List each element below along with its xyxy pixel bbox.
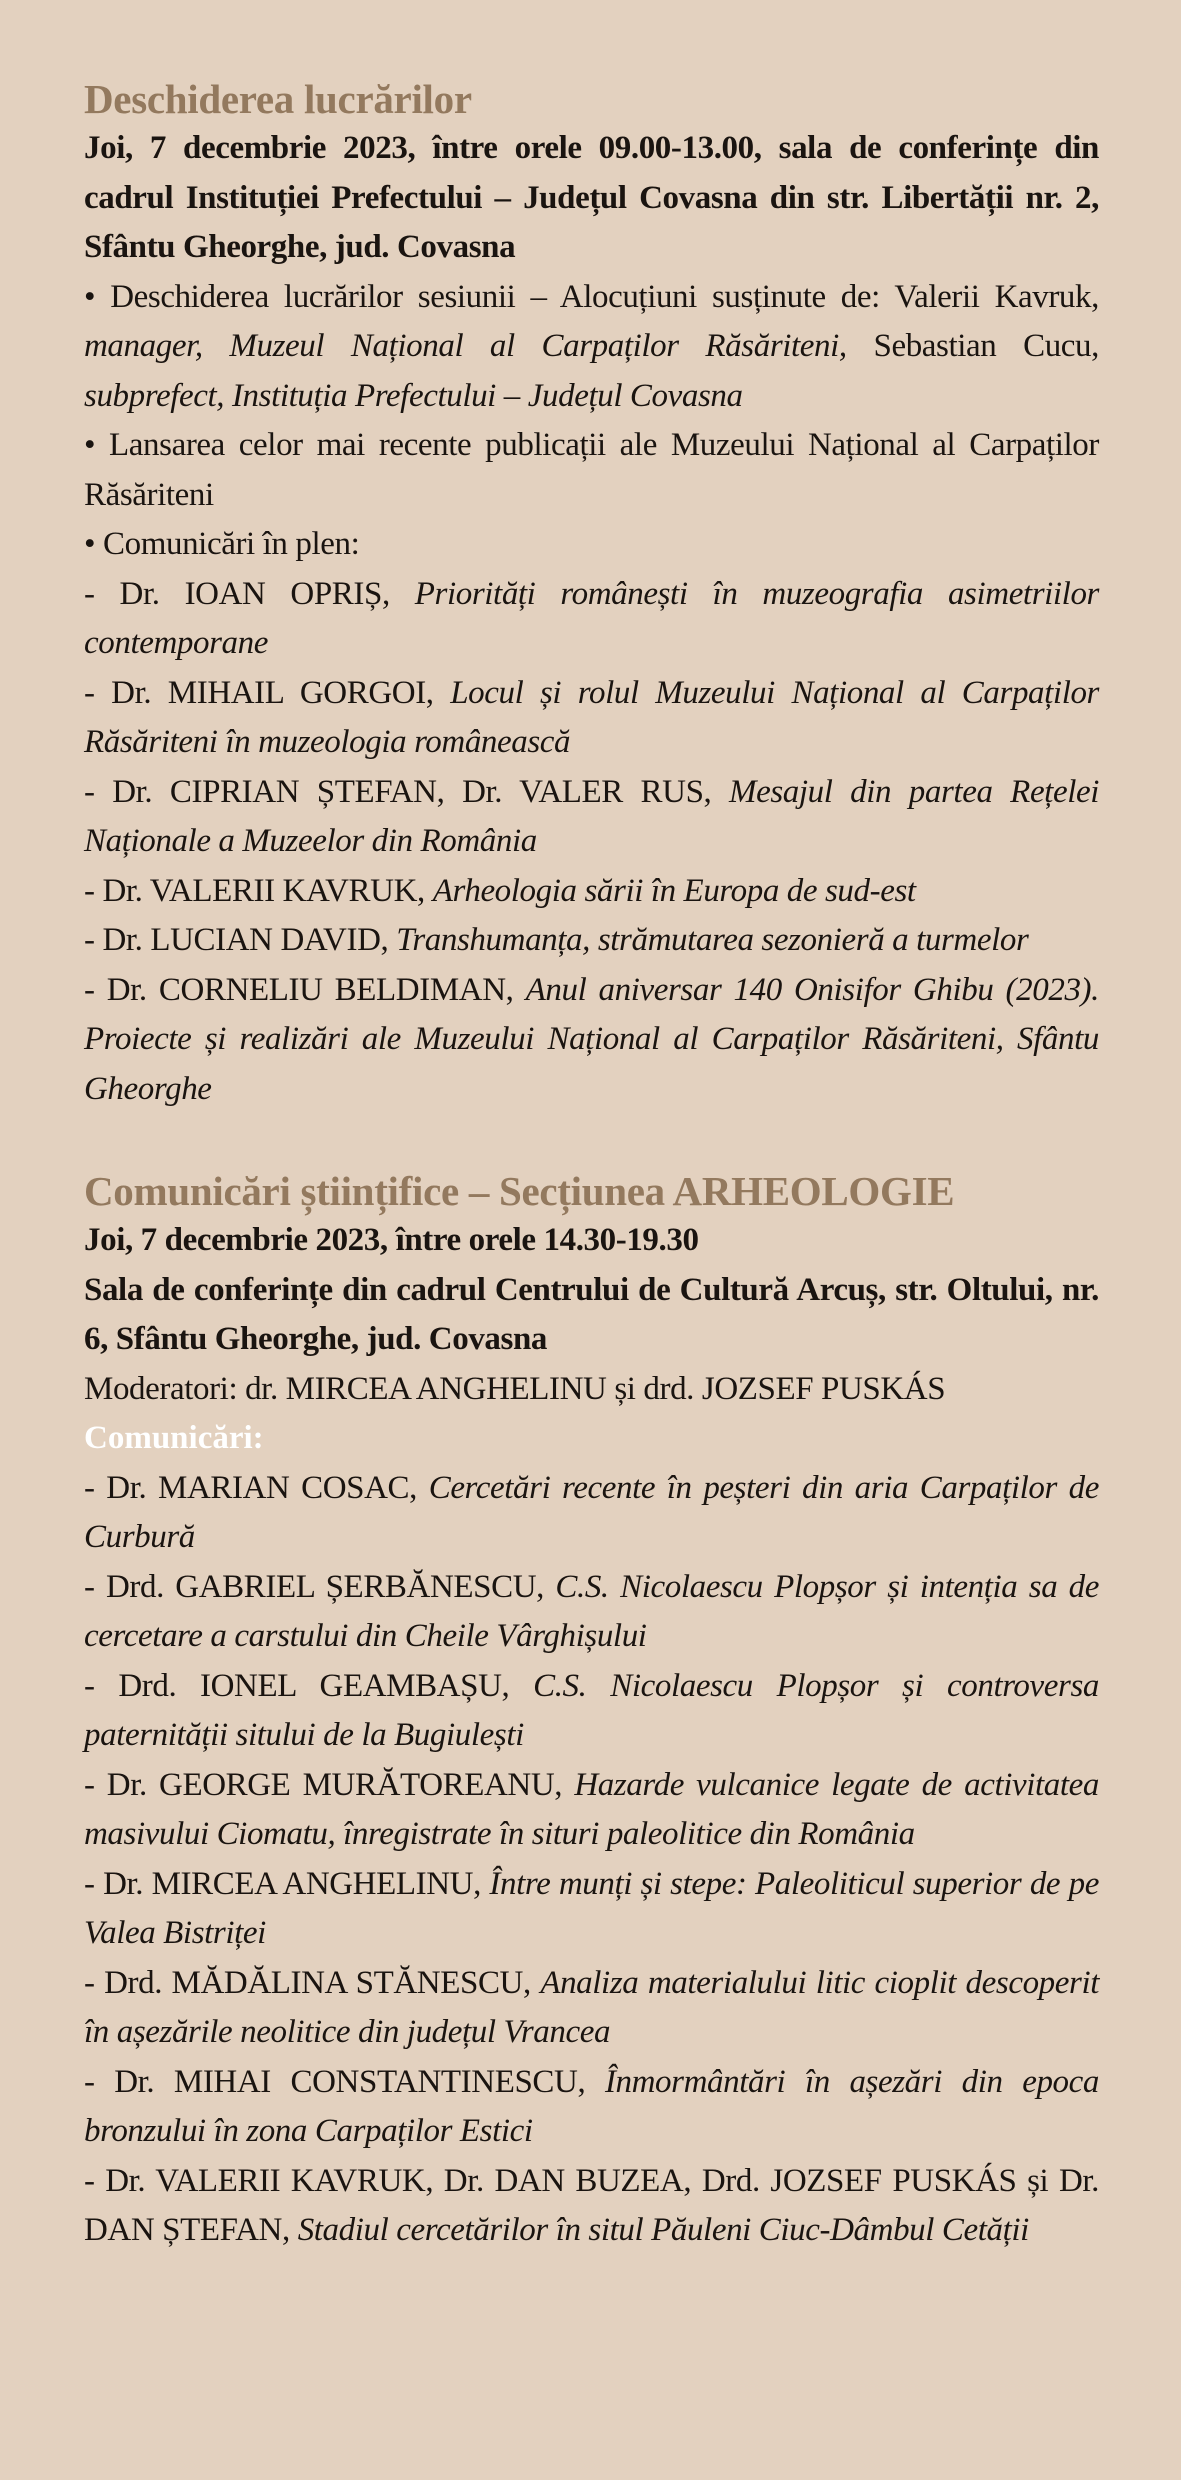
talk-item [84, 1464, 1099, 1563]
section-opening [84, 74, 1099, 1114]
talk-authors: - Dr. GEORGE MURĂTOREANU, [84, 1766, 575, 1803]
bullet-text: • Deschiderea lucrărilor sesiunii – Alocuțiuni susținute de: Valerii Kavruk, [84, 278, 1099, 315]
bullet-item [84, 273, 1099, 422]
talk-title: Mesajul din partea Rețelei Naționale a Muzeelor din România [84, 773, 1099, 859]
talk-title: Analiza materialului litic cioplit descoperit în așezările neolitice din județul Vrancea [84, 1964, 1099, 2050]
talk-authors: - Dr. VALERII KAVRUK, Dr. DAN BUZEA, Drd. JOZSEF PUSKÁS și Dr. DAN ȘTEFAN, [84, 2162, 1099, 2248]
talk-title: Arheologia sării în Europa de sud-est [432, 872, 916, 909]
talk-title: Hazarde vulcanice legate de activitatea masivului Ciomatu, înregistrate în situri paleolitice din România [84, 1766, 1099, 1852]
talk-title: C.S. Nicolaescu Plopșor și controversa paternității sitului de la Bugiulești [84, 1667, 1100, 1753]
talk-authors: - Dr. LUCIAN DAVID, [84, 922, 397, 958]
talk-list [84, 1464, 1099, 2256]
session-date: Joi, 7 decembrie 2023, între orele 14.30-19.30 [84, 1222, 699, 1258]
talk-item [84, 867, 1099, 917]
talk-title: Cercetări recente în peșteri din aria Carpaților de Curbură [84, 1469, 1100, 1555]
talk-item [84, 1860, 1099, 1959]
talk-item [84, 916, 1099, 966]
bullet-item: • Lansarea celor mai recente publicații ale Muzeului Național al Carpaților Răsăriteni [84, 427, 1099, 513]
talk-title: Între munți și stepe: Paleoliticul superior de pe Valea Bistriței [84, 1865, 1099, 1951]
talk-item [84, 1662, 1099, 1761]
talk-item [84, 570, 1099, 669]
talk-title: C.S. Nicolaescu Plopșor și intenția sa de cercetare a carstului din Cheile Vârghișului [84, 1568, 1100, 1654]
talk-authors: - Drd. GABRIEL ȘERBĂNESCU, [84, 1568, 556, 1605]
talk-authors: - Dr. MIHAIL GORGOI, [84, 674, 451, 711]
talk-item [84, 768, 1099, 867]
talk-authors: - Dr. MIHAI CONSTANTINESCU, [84, 2063, 605, 2100]
talk-authors: - Drd. IONEL GEAMBAȘU, [84, 1667, 534, 1704]
talk-item [84, 669, 1099, 768]
talk-authors: - Dr. CORNELIU BELDIMAN, [84, 971, 526, 1008]
talk-authors: - Dr. MIRCEA ANGHELINU, [84, 1865, 490, 1902]
section-archaeology [84, 1166, 1099, 2256]
section-title: Deschiderea lucrărilor [84, 76, 472, 122]
talk-title: Priorități românești în muzeografia asimetriilor contemporane [84, 575, 1099, 661]
talk-title: Înmormântări în așezări din epoca bronzului în zona Carpaților Estici [84, 2063, 1100, 2149]
moderators: Moderatori: dr. MIRCEA ANGHELINU și drd. JOZSEF PUSKÁS [84, 1370, 946, 1407]
talk-item [84, 1959, 1099, 2058]
talk-title: Locul și rolul Muzeului Național al Carpaților Răsăriteni în muzeologia românească [84, 674, 1100, 760]
bullet-role: subprefect, Instituția Prefectului – Județul Covasna [84, 377, 743, 414]
session-venue: Sala de conferințe din cadrul Centrului de Cultură Arcuș, str. Oltului, nr. 6, Sfântu Gheorghe, jud. Covasna [84, 1271, 1099, 1357]
talk-item [84, 1761, 1099, 1860]
talk-item [84, 1563, 1099, 1662]
talk-authors: - Dr. MARIAN COSAC, [84, 1469, 429, 1506]
section-title: Comunicări științifice – Secțiunea ARHEOLOGIE [84, 1168, 955, 1214]
talk-item [84, 2157, 1099, 2256]
talk-item [84, 966, 1099, 1115]
talks-label: Comunicări: [84, 1420, 264, 1456]
talk-authors: - Drd. MĂDĂLINA STĂNESCU, [84, 1964, 541, 2001]
talk-title: Stadiul cercetărilor în situl Păuleni Ciuc-Dâmbul Cetății [297, 2212, 1029, 2248]
talk-authors: - Dr. VALERII KAVRUK, [84, 872, 433, 909]
talk-title: Anul aniversar 140 Onisifor Ghibu (2023). Proiecte și realizări ale Muzeului Național al Carpaților Răsăriteni, Sfântu Gheorghe [84, 971, 1099, 1107]
bullet-role: manager, Muzeul Național al Carpaților Răsăriteni, [84, 328, 847, 364]
session-date-venue: Joi, 7 decembrie 2023, între orele 09.00-13.00, sala de conferințe din cadrul Instituției Prefectului – Județul Covasna din str. Libertății nr. 2, Sfântu Gheorghe, jud. Covasna [84, 130, 1099, 265]
bullet-text: Sebastian Cucu, [846, 328, 1099, 364]
talk-authors: - Dr. IOAN OPRIȘ, [84, 575, 415, 612]
talk-item [84, 2058, 1099, 2157]
talk-title: Transhumanța, strămutarea sezonieră a turmelor [396, 922, 1029, 958]
talk-authors: - Dr. CIPRIAN ȘTEFAN, Dr. VALER RUS, [84, 773, 730, 810]
bullet-item: • Comunicări în plen: [84, 526, 360, 562]
talk-list [84, 570, 1099, 1115]
